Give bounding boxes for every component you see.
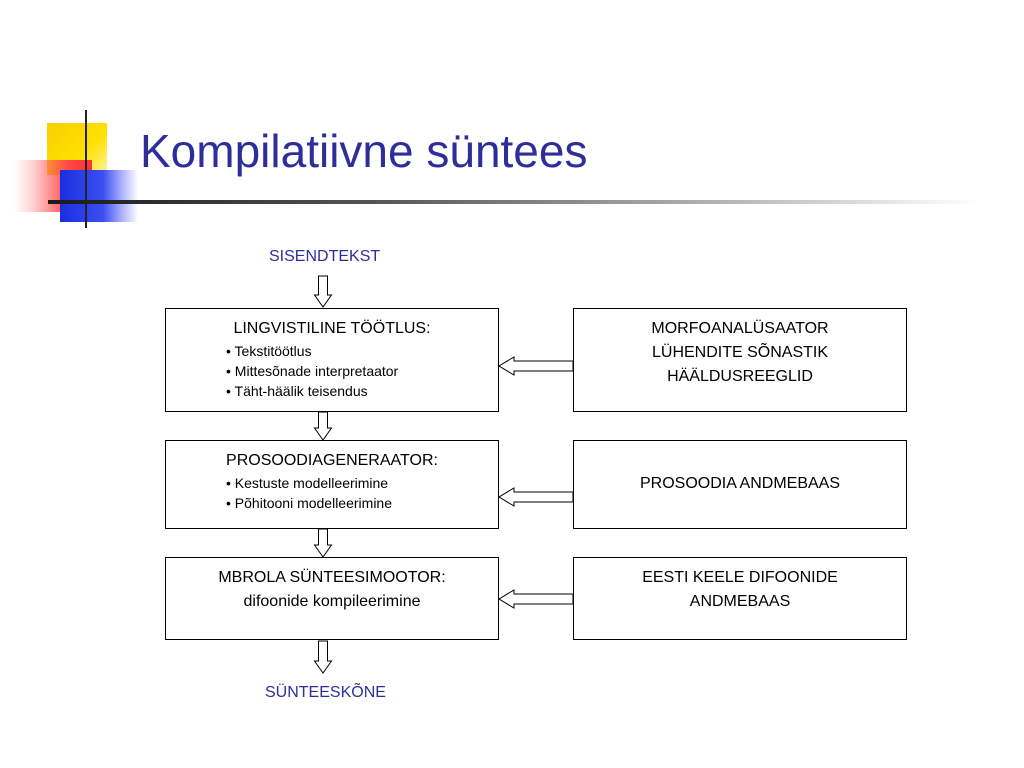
left-arrow-2 [499,488,573,506]
list-item: • Mittesõnade interpretaator [166,361,498,381]
down-arrow-2 [315,412,332,440]
slide-title: Kompilatiivne süntees [140,125,588,177]
list-item: • Kestuste modelleerimine [166,473,498,493]
left-arrow-1 [499,357,573,375]
output-label: SÜNTEESKÕNE [265,684,386,701]
down-arrow-1 [315,276,332,307]
resource-line: PROSOODIA ANDMEBAAS [639,475,841,492]
resource-line: ANDMEBAAS [689,593,791,610]
stage-heading: PROSOODIAGENERAATOR: [226,452,438,469]
resource-box-diphone-db [573,557,907,640]
stage-heading: LINGVISTILINE TÖÖTLUS: [233,320,431,337]
list-item: • Tekstitöötlus [166,341,498,361]
stage-box-prosody [165,440,499,529]
stage-box-linguistic [165,308,499,412]
stage-bullet-list [166,473,498,513]
stage-bullet-list [166,341,498,401]
resource-line: EESTI KEELE DIFOONIDE [642,569,838,586]
stage-box-mbrola [165,557,499,640]
list-item: • Põhitooni modelleerimine [166,493,498,513]
resource-box-prosody-db [573,440,907,529]
list-item: • Täht-häälik teisendus [166,381,498,401]
stage-heading: MBROLA SÜNTEESIMOOTOR: [218,569,446,586]
input-label: SISENDTEKST [269,248,381,265]
resource-box-morphology [573,308,907,412]
resource-line: LÜHENDITE SÕNASTIK [651,344,829,361]
down-arrow-4 [315,641,332,673]
left-arrow-3 [499,590,573,608]
resource-line: MORFOANALÜSAATOR [651,320,829,337]
resource-line: HÄÄLDUSREEGLID [667,368,813,385]
down-arrow-3 [315,529,332,557]
stage-subline: difoonide kompileerimine [243,593,421,610]
